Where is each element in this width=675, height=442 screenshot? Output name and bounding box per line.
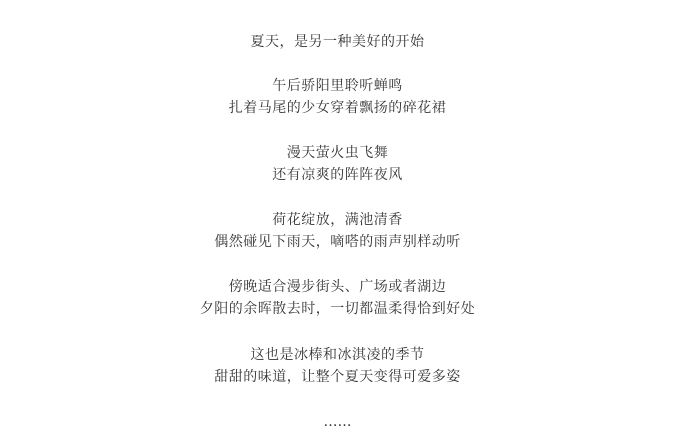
poem-line: 甜甜的味道，让整个夏天变得可爱多姿 [214, 369, 461, 385]
poem-line: 傍晚适合漫步街头、广场或者湖边 [228, 279, 447, 295]
poem-line: 扎着马尾的少女穿着飘扬的碎花裙 [228, 100, 447, 116]
poem-line: 夕阳的余晖散去时，一切都温柔得恰到好处 [199, 301, 476, 317]
poem-line: 午后骄阳里聆听蝉鸣 [272, 78, 403, 94]
poem-ending-ellipsis: …… [323, 414, 352, 430]
poem-line: 还有凉爽的阵阵夜风 [272, 167, 403, 183]
poem-line: 漫天萤火虫飞舞 [286, 145, 389, 161]
poem-line: 这也是冰棒和冰淇凌的季节 [250, 347, 425, 363]
poem-line: 夏天，是另一种美好的开始 [250, 34, 425, 50]
poem-line: 偶然碰见下雨天，嘀嗒的雨声别样动听 [214, 234, 461, 250]
poem-line: 荷花绽放，满池清香 [272, 212, 403, 228]
